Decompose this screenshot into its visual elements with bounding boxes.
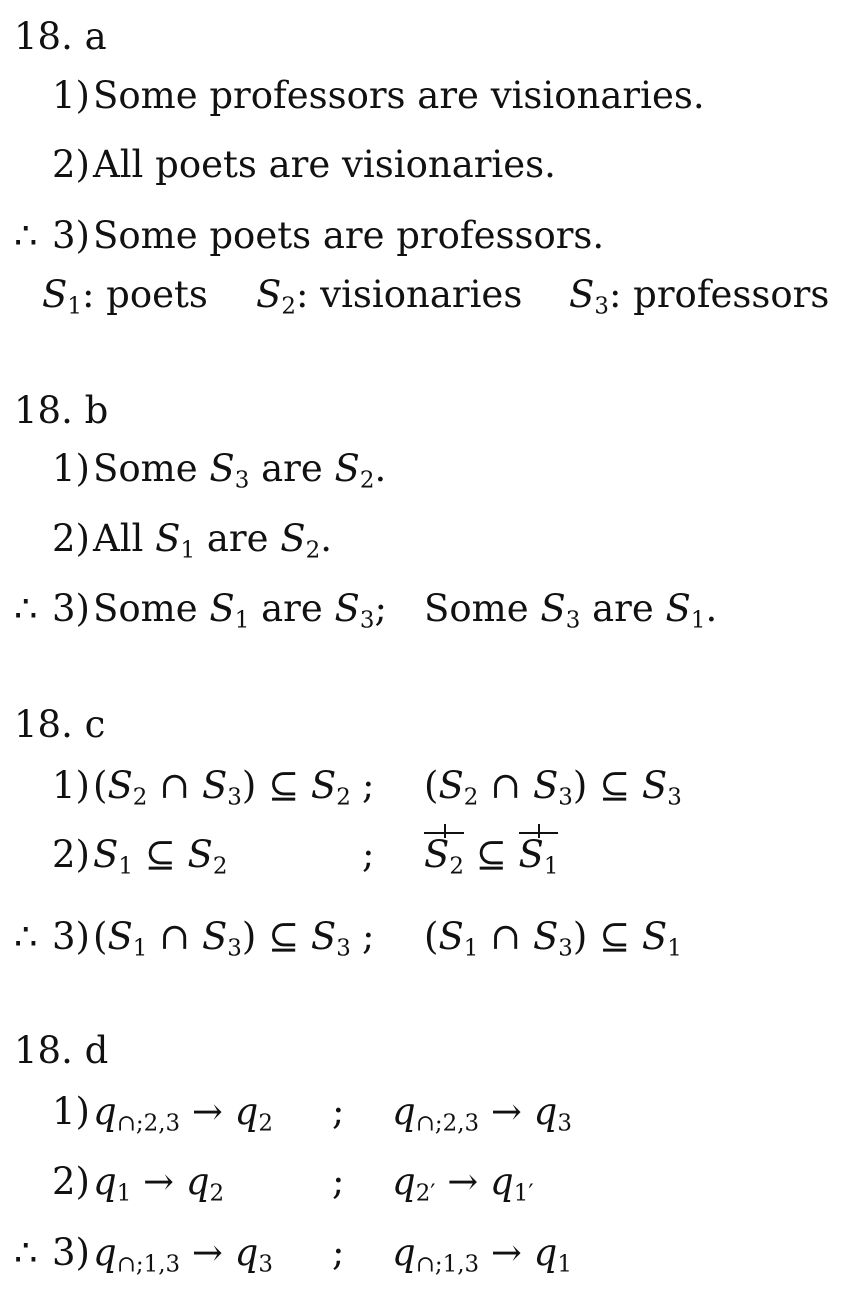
line-c3-number: ∴ 3) <box>14 915 90 958</box>
line-c3-right: ($S_1$ ∩ $S_3$) ⊆ $S_1$ <box>424 915 682 962</box>
line-d2-number: 2) <box>52 1160 90 1203</box>
line-c2-number: 2) <box>52 833 90 876</box>
line-b2-number: 2) <box>52 517 90 560</box>
line-a2-text: All poets are visionaries. <box>93 143 556 186</box>
line-a2-number: 2) <box>52 143 90 186</box>
set-key-s3: $S_3$: professors <box>569 273 830 320</box>
line-d3-left: $q_{\cap;1,3} \to q_3$ <box>93 1231 273 1278</box>
line-a3-text: Some poets are professors. <box>93 214 605 257</box>
line-d1-semicolon: ; <box>332 1090 345 1133</box>
section-heading-a: 18. a <box>14 15 107 58</box>
line-d1-number: 1) <box>52 1090 90 1133</box>
line-d2-right: $q_{2'} \to q_{1'}$ <box>392 1160 534 1207</box>
line-b3-text-left: Some $S_1$ are $S_3$; <box>93 587 387 634</box>
line-c1-right: ($S_2$ ∩ $S_3$) ⊆ $S_3$ <box>424 764 682 811</box>
complement-s2: $S_2$ <box>424 833 464 880</box>
line-c2-semicolon: ; <box>362 833 375 876</box>
line-c2-right: $S_2$ ⊆ $S_1$ <box>424 833 559 880</box>
line-d3-number: ∴ 3) <box>14 1231 90 1274</box>
line-d1-left: $q_{\cap;2,3} \to q_2$ <box>93 1090 273 1137</box>
line-a3-number: ∴ 3) <box>14 214 90 257</box>
section-heading-d: 18. d <box>14 1029 109 1072</box>
line-b1-text: Some $S_3$ are $S_2$. <box>93 447 387 494</box>
line-b2-text: All $S_1$ are $S_2$. <box>93 517 333 564</box>
complement-s1: $S_1$ <box>518 833 559 880</box>
line-d2-semicolon: ; <box>332 1160 345 1203</box>
line-c3-left: ($S_1$ ∩ $S_3$) ⊆ $S_3$ <box>93 915 351 962</box>
line-c1-number: 1) <box>52 764 90 807</box>
set-key-s1: $S_1$: poets <box>42 273 208 320</box>
line-b3-text-right: Some $S_3$ are $S_1$. <box>424 587 718 634</box>
line-d2-left: $q_1 \to q_2$ <box>93 1160 225 1207</box>
line-c1-left: ($S_2$ ∩ $S_3$) ⊆ $S_2$ <box>93 764 351 811</box>
line-d3-semicolon: ; <box>332 1231 345 1274</box>
line-b3-number: ∴ 3) <box>14 587 90 630</box>
section-heading-c: 18. c <box>14 703 106 746</box>
line-c2-left: $S_1$ ⊆ $S_2$ <box>93 833 228 880</box>
section-heading-b: 18. b <box>14 389 109 432</box>
set-key-s2: $S_2$: visionaries <box>256 273 523 320</box>
line-c3-semicolon: ; <box>362 915 375 958</box>
line-d1-right: $q_{\cap;2,3} \to q_3$ <box>392 1090 572 1137</box>
line-a1-number: 1) <box>52 74 90 117</box>
line-a1-text: Some professors are visionaries. <box>93 74 705 117</box>
line-d3-right: $q_{\cap;1,3} \to q_1$ <box>392 1231 572 1278</box>
line-c1-semicolon: ; <box>362 764 375 807</box>
line-b1-number: 1) <box>52 447 90 490</box>
